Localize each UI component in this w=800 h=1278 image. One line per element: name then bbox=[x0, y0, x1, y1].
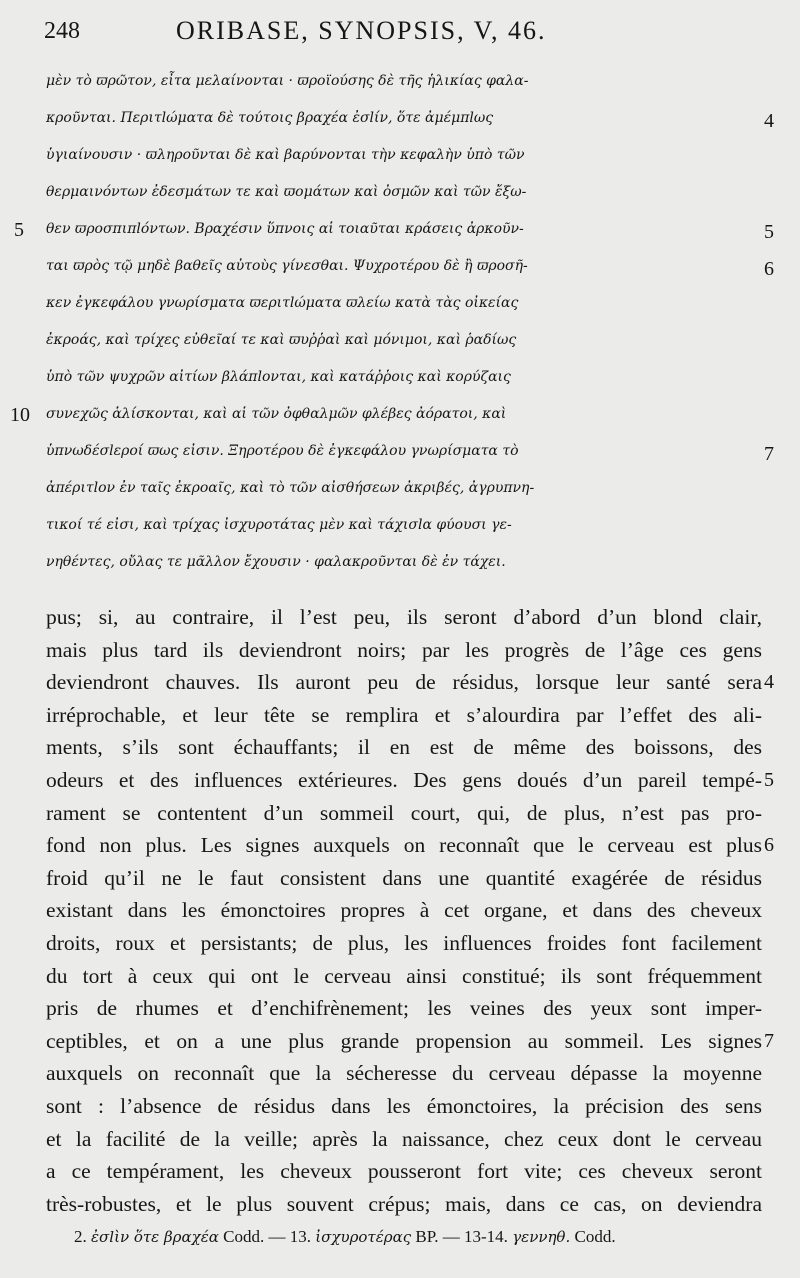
running-head: ORIBASE, SYNOPSIS, V, 46. bbox=[176, 16, 547, 45]
greek-line: κροῦνται. Περιτlώματα δὲ τούτοις βραχέα ἐσlίν, ὅτε ἀμέμπlως bbox=[46, 110, 494, 126]
french-line: pus; si, au contraire, il l’est peu, ils seront d’abord d’un blond clair, bbox=[46, 605, 762, 629]
french-translation-block bbox=[46, 601, 762, 1220]
french-line: mais plus tard ils deviendront noirs; par les progrès de l’âge ces gens bbox=[46, 637, 762, 662]
footnote-variant-3: γεννηθ. bbox=[512, 1228, 571, 1246]
french-section-number: 7 bbox=[764, 1029, 774, 1052]
french-line: auxquels on reconnaît que la sécheresse du cerveau dépasse la moyenne bbox=[46, 1061, 762, 1086]
french-line: deviendront chauves. Ils auront peu de résidus, lorsque leur santé sera bbox=[46, 670, 762, 695]
greek-line: ται ϖρὸς τῷ μηδὲ βαθεῖς αὐτοὺς γίνεσθαι. Ψυχροτέρου δὲ ἢ ϖροσῆ- bbox=[46, 258, 528, 274]
critical-apparatus-footnote bbox=[74, 1227, 616, 1247]
french-line: odeurs et des influences extérieures. Des gens doués d’un pareil tempé- bbox=[46, 767, 762, 792]
french-line: et la facilité de la veille; après la naissance, chez ceux dont le cerveau bbox=[46, 1126, 762, 1151]
french-section-number: 5 bbox=[764, 769, 774, 791]
french-line: irréprochable, et leur tête se remplira et s’alourdira par l’effet des ali- bbox=[46, 702, 762, 727]
french-line: froid qu’il ne le faut consistent dans une quantité exagérée de résidus bbox=[46, 865, 762, 890]
french-section-number: 6 bbox=[764, 834, 774, 857]
french-line: très-robustes, et le plus souvent crépus; mais, dans ce cas, on deviendra bbox=[46, 1191, 762, 1216]
french-line: droits, roux et persistants; de plus, les influences froides font facilement bbox=[46, 930, 762, 955]
footnote-source-2: BP. — 13-14. bbox=[415, 1227, 508, 1246]
footnote-source-3: Codd. bbox=[574, 1227, 616, 1246]
greek-section-number: 7 bbox=[764, 443, 774, 465]
french-line: existant dans les émonctoires propres à cet organe, et dans des cheveux bbox=[46, 898, 762, 923]
greek-line-number: 5 bbox=[14, 219, 24, 241]
french-section-number: 4 bbox=[764, 671, 774, 694]
footnote-variant-2: ἰσχυροτέρας bbox=[315, 1228, 412, 1246]
page-number: 248 bbox=[44, 18, 80, 44]
greek-line: ὑγιαίνουσιν · ϖληροῦνται δὲ καὶ βαρύνονται τὴν κεφαλὴν ὑπὸ τῶν bbox=[46, 147, 525, 163]
greek-section-number: 5 bbox=[764, 221, 774, 243]
french-line: a ce tempérament, les cheveux pousseront fort vite; ces cheveux seront bbox=[46, 1159, 762, 1184]
greek-line: τικοί τέ εἰσι, καὶ τρίχας ἰσχυροτάτας μὲν καὶ τάχισlα φύουσι γε- bbox=[46, 517, 512, 533]
french-line: pris de rhumes et d’enchifrènement; les veines des yeux sont imper- bbox=[46, 996, 762, 1021]
greek-line-number: 10 bbox=[10, 404, 30, 426]
footnote-ref-1: 2. bbox=[74, 1227, 87, 1246]
greek-section-number: 6 bbox=[764, 258, 774, 280]
greek-line: κεν ἐγκεφάλου γνωρίσματα ϖεριτlώματα ϖλείω κατὰ τὰς οἰκείας bbox=[46, 295, 519, 311]
greek-text-block bbox=[46, 63, 766, 581]
french-line: fond non plus. Les signes auxquels on reconnaît que le cerveau est plus bbox=[46, 833, 762, 858]
french-line: ceptibles, et on a une plus grande propension au sommeil. Les signes bbox=[46, 1028, 762, 1053]
greek-line: μὲν τὸ ϖρῶτον, εἶτα μελαίνονται · ϖροϊούσης δὲ τῆς ἡλικίας φαλα- bbox=[46, 73, 529, 89]
greek-line: νηθέντες, οὔλας τε μᾶλλον ἔχουσιν · φαλακροῦνται δὲ ἐν τάχει. bbox=[46, 554, 506, 570]
greek-section-number: 4 bbox=[764, 110, 774, 132]
greek-line: θερμαινόντων ἐδεσμάτων τε καὶ ϖομάτων καὶ ὀσμῶν καὶ τῶν ἔξω- bbox=[46, 184, 527, 200]
footnote-variant-1: ἐσlὶν ὅτε βραχέα bbox=[91, 1228, 219, 1246]
greek-line: ὑπὸ τῶν ψυχρῶν αἰτίων βλάπlονται, καὶ κατάῤῥοις καὶ κορύζαις bbox=[46, 369, 511, 385]
french-line: rament se contentent d’un sommeil court, qui, de plus, n’est pas pro- bbox=[46, 800, 762, 825]
french-line: du tort à ceux qui ont le cerveau ainsi constitué; ils sont fréquemment bbox=[46, 963, 762, 988]
greek-line: συνεχῶς ἁλίσκονται, καὶ αἱ τῶν ὀφθαλμῶν φλέβες ἀόρατοι, καὶ bbox=[46, 406, 507, 422]
page-header bbox=[0, 14, 800, 48]
greek-line: ἐκροάς, καὶ τρίχες εὐθεῖαί τε καὶ ϖυῤῥαὶ καὶ μόνιμοι, καὶ ῥαδίως bbox=[46, 332, 517, 348]
french-line: sont : l’absence de résidus dans les émonctoires, la précision des sens bbox=[46, 1093, 762, 1118]
french-line: ments, s’ils sont échauffants; il en est de même des boissons, des bbox=[46, 735, 762, 760]
greek-line: ἀπέριτlον ἐν ταῖς ἐκροαῖς, καὶ τὸ τῶν αἰσθήσεων ἀκριβές, ἀγρυπνη- bbox=[46, 480, 535, 496]
footnote-source-1: Codd. — 13. bbox=[223, 1227, 311, 1246]
greek-line: ὑπνωδέσlεροί ϖως εἰσιν. Ξηροτέρου δὲ ἐγκεφάλου γνωρίσματα τὸ bbox=[46, 443, 519, 459]
greek-line: θεν ϖροσπιπlόντων. Βραχέσιν ὕπνοις αἱ τοιαῦται κράσεις ἀρκοῦν- bbox=[46, 221, 524, 237]
